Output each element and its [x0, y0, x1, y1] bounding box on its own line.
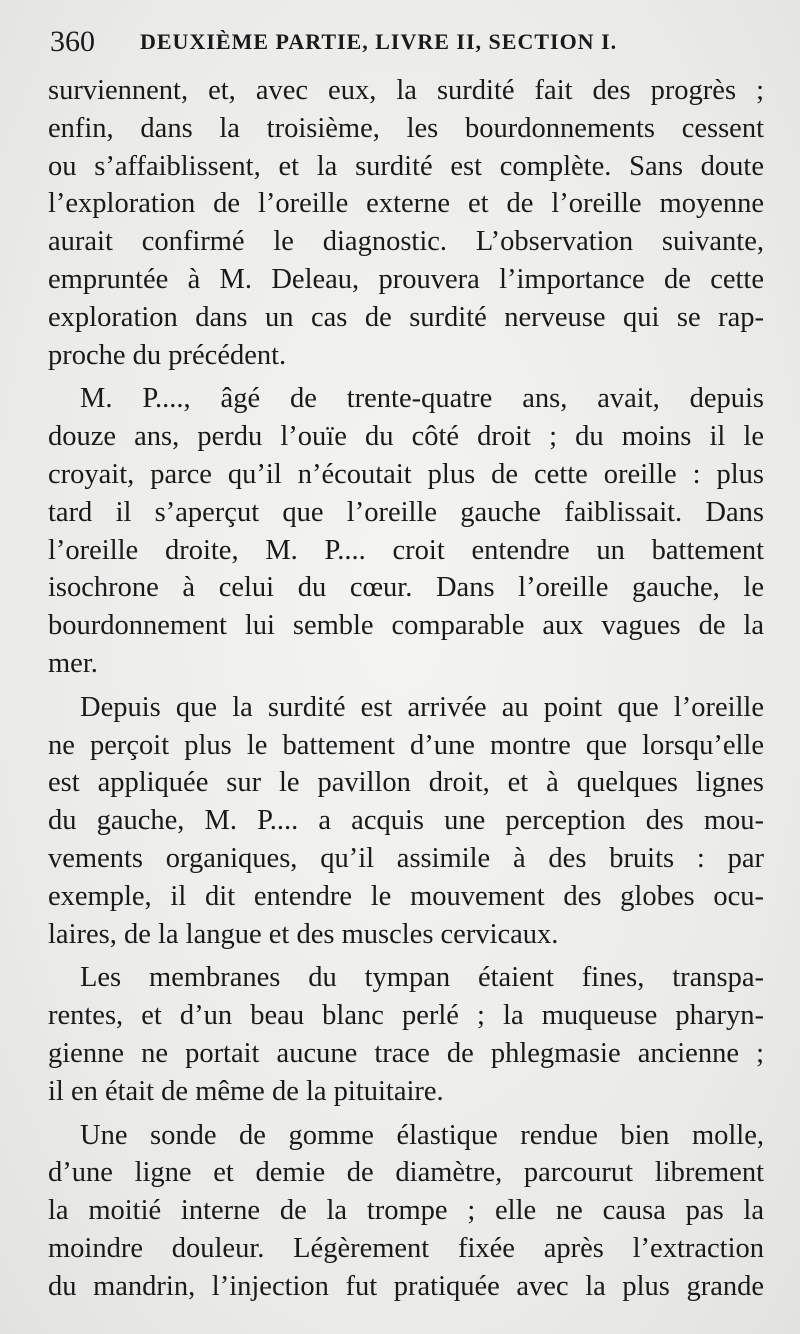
- text-line: est appliquée sur le pavillon droit, et à quelques lignes: [48, 767, 764, 799]
- running-head: [50, 22, 770, 62]
- text-line: tard il s’aperçut que l’oreille gauche faiblissait. Dans: [48, 496, 764, 528]
- text-line: proche du précédent.: [48, 339, 287, 371]
- text-line: il en était de même de la pituitaire.: [48, 1075, 444, 1107]
- text-line: gienne ne portait aucune trace de phlegmasie ancienne ;: [48, 1037, 764, 1069]
- text-line: Les membranes du tympan étaient fines, transpa-: [80, 962, 764, 994]
- text-line: Depuis que la surdité est arrivée au point que l’oreille: [80, 691, 764, 723]
- text-line: moindre douleur. Légèrement fixée après l’extraction: [48, 1232, 764, 1264]
- paragraph: [48, 380, 764, 682]
- text-line: isochrone à celui du cœur. Dans l’oreille gauche, le: [48, 572, 764, 604]
- text-line: vements organiques, qu’il assimile à des bruits : par: [48, 842, 764, 874]
- text-line: l’exploration de l’oreille externe et de l’oreille moyenne: [48, 188, 764, 220]
- text-line: mer.: [48, 647, 98, 679]
- text-line: aurait confirmé le diagnostic. L’observation suivante,: [48, 226, 764, 258]
- text-line: douze ans, perdu l’ouïe du côté droit ; du moins il le: [48, 421, 764, 453]
- page-number: 360: [50, 25, 95, 58]
- running-head-title: DEUXIÈME PARTIE, LIVRE II, SECTION I.: [140, 29, 618, 54]
- paragraph: [48, 1117, 764, 1306]
- text-line: exploration dans un cas de surdité nerveuse qui se rap-: [48, 301, 764, 333]
- text-line: empruntée à M. Deleau, prouvera l’importance de cette: [48, 263, 764, 295]
- text-line: bourdonnement lui semble comparable aux vagues de la: [48, 610, 764, 642]
- paragraph: [48, 959, 764, 1110]
- text-line: enfin, dans la troisième, les bourdonnements cessent: [48, 112, 764, 144]
- text-line: laires, de la langue et des muscles cervicaux.: [48, 918, 559, 950]
- body-text: [48, 72, 764, 1306]
- paragraph: [48, 72, 764, 374]
- text-line: exemple, il dit entendre le mouvement des globes ocu-: [48, 880, 764, 912]
- text-line: Une sonde de gomme élastique rendue bien molle,: [80, 1119, 764, 1151]
- text-line: M. P...., âgé de trente-quatre ans, avait, depuis: [80, 383, 764, 415]
- text-line: surviennent, et, avec eux, la surdité fait des progrès ;: [48, 75, 764, 106]
- text-line: du mandrin, l’injection fut pratiquée avec la plus grande: [48, 1270, 764, 1302]
- text-line: ne perçoit plus le battement d’une montre que lorsqu’elle: [48, 729, 764, 761]
- text-line: la moitié interne de la trompe ; elle ne causa pas la: [48, 1195, 764, 1227]
- paragraph: [48, 689, 764, 954]
- text-line: rentes, et d’un beau blanc perlé ; la muqueuse pharyn-: [48, 1000, 764, 1032]
- text-line: ou s’affaiblissent, et la surdité est complète. Sans doute: [48, 150, 764, 182]
- text-line: d’une ligne et demie de diamètre, parcourut librement: [48, 1157, 764, 1189]
- text-line: l’oreille droite, M. P.... croit entendre un battement: [48, 534, 764, 566]
- text-line: du gauche, M. P.... a acquis une perception des mou-: [48, 805, 764, 837]
- text-line: croyait, parce qu’il n’écoutait plus de cette oreille : plus: [48, 458, 764, 490]
